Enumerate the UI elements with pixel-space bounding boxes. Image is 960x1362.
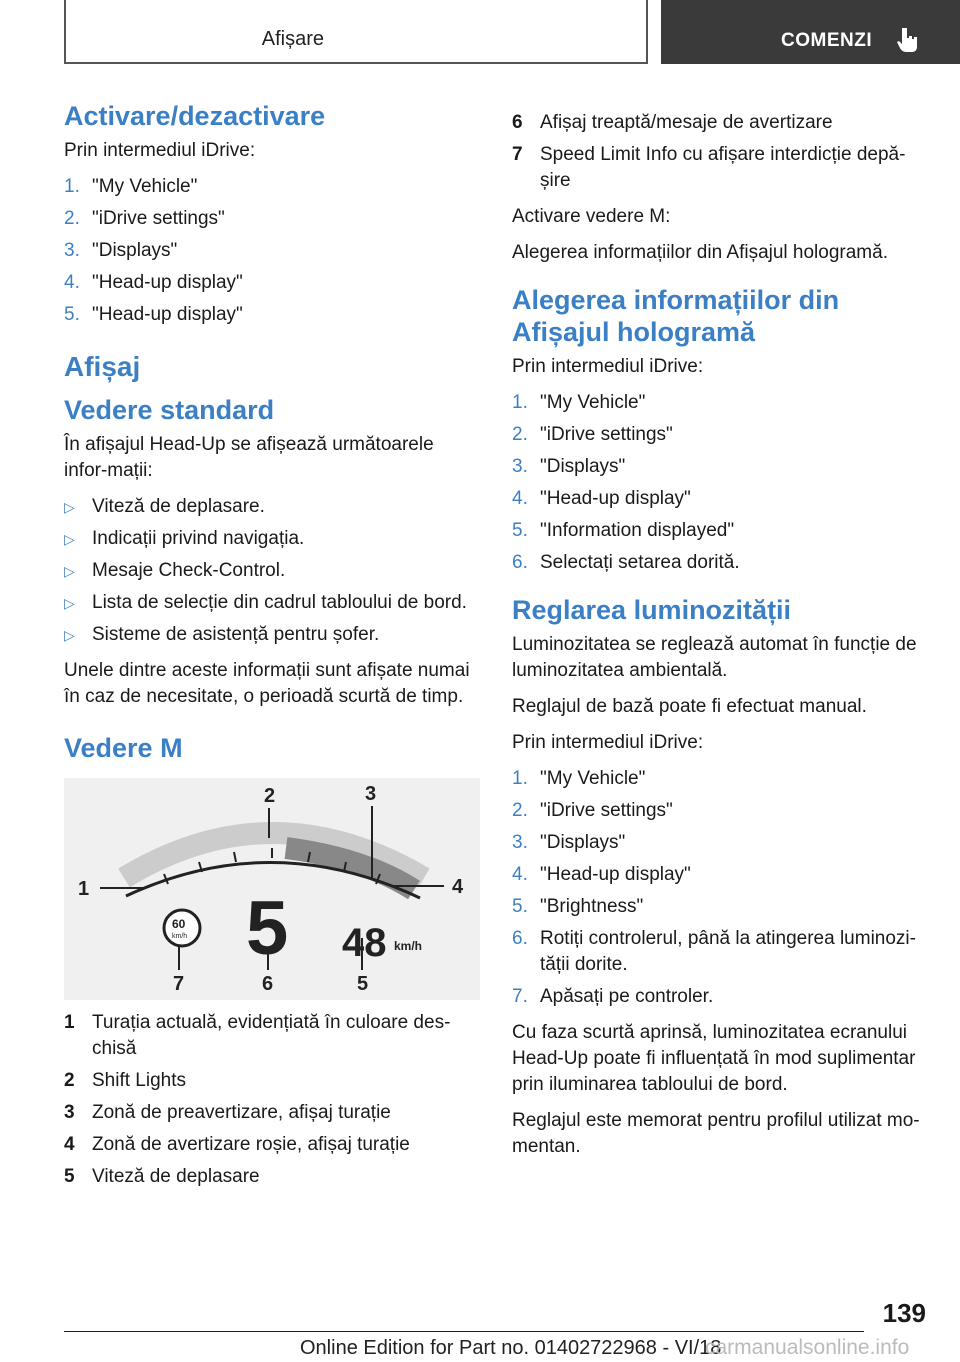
list-item: ▷ Mesaje Check-Control. [64,558,480,584]
list-item: 7. Apăsați pe controler. [512,986,714,1007]
callout-7: 7 [173,973,185,995]
list-item: 4. "Head-up display" [512,488,691,509]
list-item: ▷ Viteză de deplasare. [64,494,480,520]
paragraph-unele: Unele dintre aceste informații sunt afișate numai în caz de necesitate, o perioadă scurtă de timp. [64,660,470,707]
list-item: 1. "My Vehicle" [64,176,198,197]
figure-key-list [64,1010,480,1190]
m-view-illustration [64,778,480,1000]
speed-display: 48 [342,921,387,965]
list-item: 4. "Head-up display" [512,864,691,885]
callout-5: 5 [357,973,369,995]
list-item: ▷ Indicații privind navigația. [64,526,480,552]
triangle-bullet-icon: ▷ [64,499,75,515]
callout-1: 1 [78,878,90,900]
heading-afisaj: Afișaj [64,351,141,382]
paragraph-reglaj: Reglajul de bază poate fi efectuat manual. [512,696,867,717]
paragraph-idrive: Prin intermediul iDrive: [64,140,256,161]
paragraph-alegerea: Alegerea informațiilor din Afișajul hologramă. [512,242,888,263]
page-number: 139 [882,1298,926,1328]
list-item: 6. Selectați setarea dorită. [512,552,740,573]
list-item: ▷ Lista de selecție din cadrul tabloului de bord. [64,590,480,616]
key-item: 2 Shift Lights [64,1070,186,1091]
left-column [64,100,480,1200]
list-item: 2. "iDrive settings" [64,208,225,229]
figure-key-list-continued [512,110,928,194]
key-item: 1 Turația actuală, evidențiată în culoare des-chisă [64,1012,451,1059]
key-item: 7 Speed Limit Info cu afișare interdicție depă-șire [512,144,906,191]
steps-list-alegerea [512,390,928,576]
m-view-figure [64,778,480,1000]
list-item: 4. "Head-up display" [64,272,243,293]
right-column [512,110,928,1170]
footer-watermark: carmanualsonline.info [705,1336,910,1359]
callout-4: 4 [452,876,464,898]
footer-edition: Online Edition for Part no. 01402722968 - VI/18 [300,1337,722,1359]
triangle-bullet-icon: ▷ [64,563,75,579]
callout-2: 2 [264,785,276,807]
callout-6: 6 [262,973,274,995]
heading-reglarea: Reglarea luminozității [512,595,792,625]
list-item: 5. "Head-up display" [64,304,243,325]
speed-limit-unit: km/h [172,933,188,940]
list-item: 3. "Displays" [512,456,626,477]
paragraph-idrive: Prin intermediul iDrive: [512,356,704,377]
triangle-bullet-icon: ▷ [64,627,75,643]
list-item: 2. "iDrive settings" [512,424,673,445]
key-item: 5 Viteză de deplasare [64,1166,260,1187]
list-item: 3. "Displays" [64,240,178,261]
heading-vedere-m: Vedere M [64,733,183,763]
paragraph-idrive: Prin intermediul iDrive: [512,732,704,753]
heading-activare: Activare/dezactivare [64,101,326,131]
speed-unit: km/h [394,939,423,953]
triangle-bullet-icon: ▷ [64,595,75,611]
heading-alegerea: Alegerea informațiilor din Afișajul hologramă [512,285,840,347]
callout-3: 3 [365,783,377,805]
paragraph-luminozitate: Luminozitatea se reglează automat în funcție de luminozitatea ambientală. [512,634,917,681]
footer-divider [64,1331,864,1332]
triangle-bullet-icon: ▷ [64,531,75,547]
key-item: 6 Afișaj treaptă/mesaje de avertizare [512,112,833,133]
list-item: ▷ Sisteme de asistență pentru șofer. [64,622,480,648]
speed-limit-value: 60 [172,917,186,931]
list-item: 6. Rotiți controlerul, până la atingerea luminozi-tății dorite. [512,928,916,975]
list-item: 5. "Brightness" [512,896,644,917]
steps-list-activare [64,174,480,328]
header-section-box [64,0,648,64]
list-item: 1. "My Vehicle" [512,392,646,413]
list-item: 1. "My Vehicle" [512,768,646,789]
list-item: 2. "iDrive settings" [512,800,673,821]
header-chapter-box [661,0,960,64]
paragraph-memorat: Reglajul este memorat pentru profilul utilizat mo-mentan. [512,1110,920,1157]
paragraph-faza: Cu faza scurtă aprinsă, luminozitatea ecranului Head-Up poate fi influențată în mod suplimentar prin iluminarea tabloului de bord. [512,1022,916,1095]
header-chapter-title: COMENZI [781,30,873,51]
key-item: 3 Zonă de preavertizare, afișaj turație [64,1102,391,1123]
paragraph-standard: În afișajul Head-Up se afișează următoarele infor-mații: [64,434,434,481]
header-section-title: Afișare [261,28,324,50]
steps-list-luminozitate [512,766,928,1010]
heading-vedere-standard: Vedere standard [64,395,275,425]
key-item: 4 Zonă de avertizare roșie, afișaj turație [64,1134,410,1155]
bullet-list [64,494,480,648]
pointing-hand-icon [895,26,921,54]
paragraph-activare-m: Activare vedere M: [512,206,671,227]
list-item: 5. "Information displayed" [512,520,735,541]
gear-display: 5 [246,886,289,971]
list-item: 3. "Displays" [512,832,626,853]
